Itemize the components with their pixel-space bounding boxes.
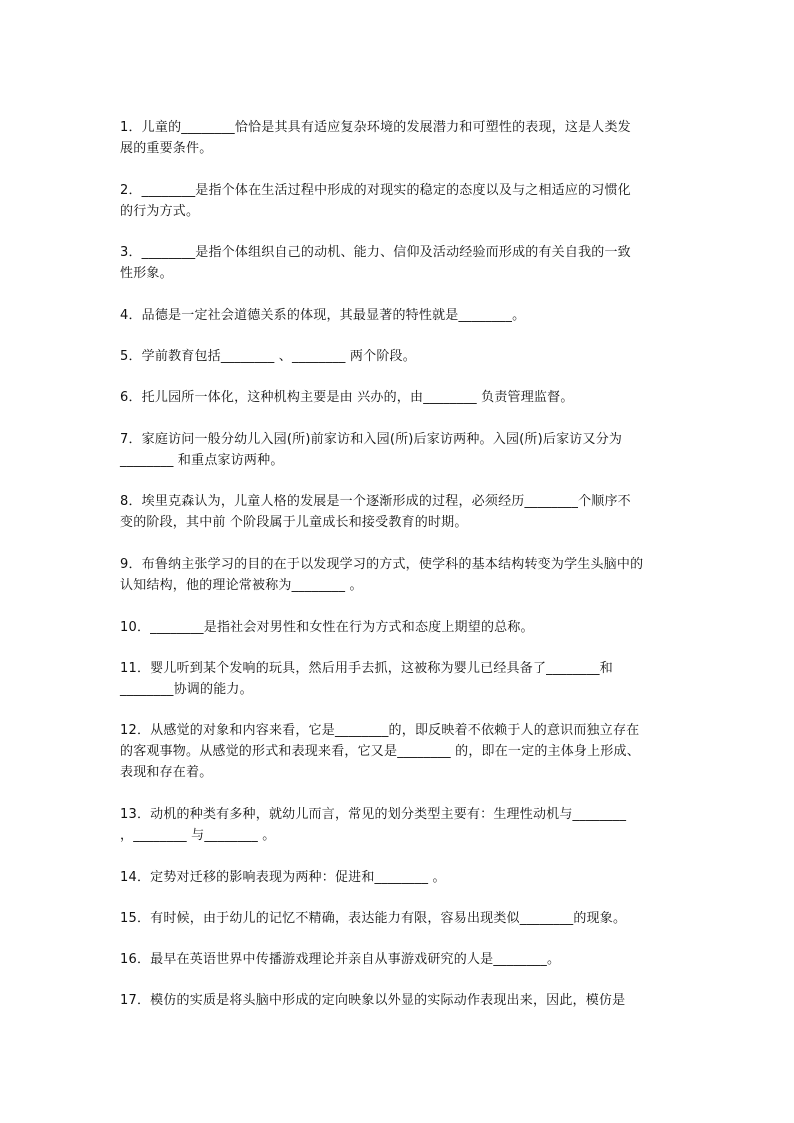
question-line: ________协调的能力。 [120, 682, 253, 697]
question-16 [120, 949, 676, 970]
question-line: 5．学前教育包括________ 、________ 两个阶段。 [120, 349, 416, 364]
question-line: 12．从感觉的对象和内容来看，它是________的，即反映着不依赖于人的意识而独立存在 [120, 723, 640, 738]
question-line: 3．________是指个体组织自己的动机、能力、信仰及活动经验而形成的有关自我的一致 [120, 245, 631, 260]
question-5 [120, 346, 676, 367]
question-line: 的客观事物。从感觉的形式和表现来看，它又是________ 的，即在一定的主体身上形成、 [120, 744, 640, 759]
question-17 [120, 990, 676, 1011]
question-11 [120, 658, 676, 700]
question-line: 17．模仿的实质是将头脑中形成的定向映象以外显的实际动作表现出来，因此，模仿是 [120, 993, 626, 1008]
question-line: 2．________是指个体在生活过程中形成的对现实的稳定的态度以及与之相适应的习惯化 [120, 183, 631, 198]
question-15 [120, 908, 676, 929]
question-3 [120, 242, 676, 284]
question-line: 变的阶段，其中前 个阶段属于儿童成长和接受教育的时期。 [120, 515, 468, 530]
question-2 [120, 180, 676, 222]
question-13 [120, 804, 676, 846]
question-line: 1．儿童的________恰恰是其具有适应复杂环境的发展潜力和可塑性的表现，这是人类发 [120, 120, 631, 135]
question-line: 13．动机的种类有多种，就幼儿而言，常见的划分类型主要有：生理性动机与________ [120, 807, 627, 822]
question-1 [120, 117, 676, 159]
question-line: 11．婴儿听到某个发响的玩具，然后用手去抓，这被称为婴儿已经具备了________和 [120, 661, 613, 676]
question-line: 14．定势对迁移的影响表现为两种：促进和________ 。 [120, 870, 446, 885]
question-line: 4．品德是一定社会道德关系的体现，其最显著的特性就是________。 [120, 308, 526, 323]
question-6 [120, 387, 676, 408]
question-line: 展的重要条件。 [120, 141, 213, 156]
question-line: 8．埃里克森认为，儿童人格的发展是一个逐渐形成的过程，必须经历________个顺序不 [120, 494, 631, 509]
question-line: 10．________是指社会对男性和女性在行为方式和态度上期望的总称。 [120, 620, 534, 635]
question-line: ________ 和重点家访两种。 [120, 453, 284, 468]
question-14 [120, 867, 676, 888]
question-line: 表现和存在着。 [120, 765, 213, 780]
question-7 [120, 429, 676, 471]
question-line: 15．有时候，由于幼儿的记忆不精确，表达能力有限，容易出现类似________的现象。 [120, 911, 627, 926]
question-10 [120, 617, 676, 638]
question-9 [120, 554, 676, 596]
question-line: ，________ 与________ 。 [120, 828, 276, 843]
question-line: 7．家庭访问一般分幼儿入园(所)前家访和入园(所)后家访两种。入园(所)后家访又分为 [120, 432, 623, 447]
question-line: 认知结构，他的理论常被称为________ 。 [120, 578, 363, 593]
question-line: 的行为方式。 [120, 204, 200, 219]
question-line: 性形象。 [120, 266, 173, 281]
question-line: 16．最早在英语世界中传播游戏理论并亲自从事游戏研究的人是________。 [120, 952, 561, 967]
question-line: 6．托儿园所一体化，这种机构主要是由 兴办的，由________ 负责管理监督。 [120, 390, 574, 405]
question-line: 9．布鲁纳主张学习的目的在于以发现学习的方式，使学科的基本结构转变为学生头脑中的 [120, 557, 644, 572]
question-8 [120, 491, 676, 533]
question-12 [120, 720, 676, 783]
question-4 [120, 305, 676, 326]
